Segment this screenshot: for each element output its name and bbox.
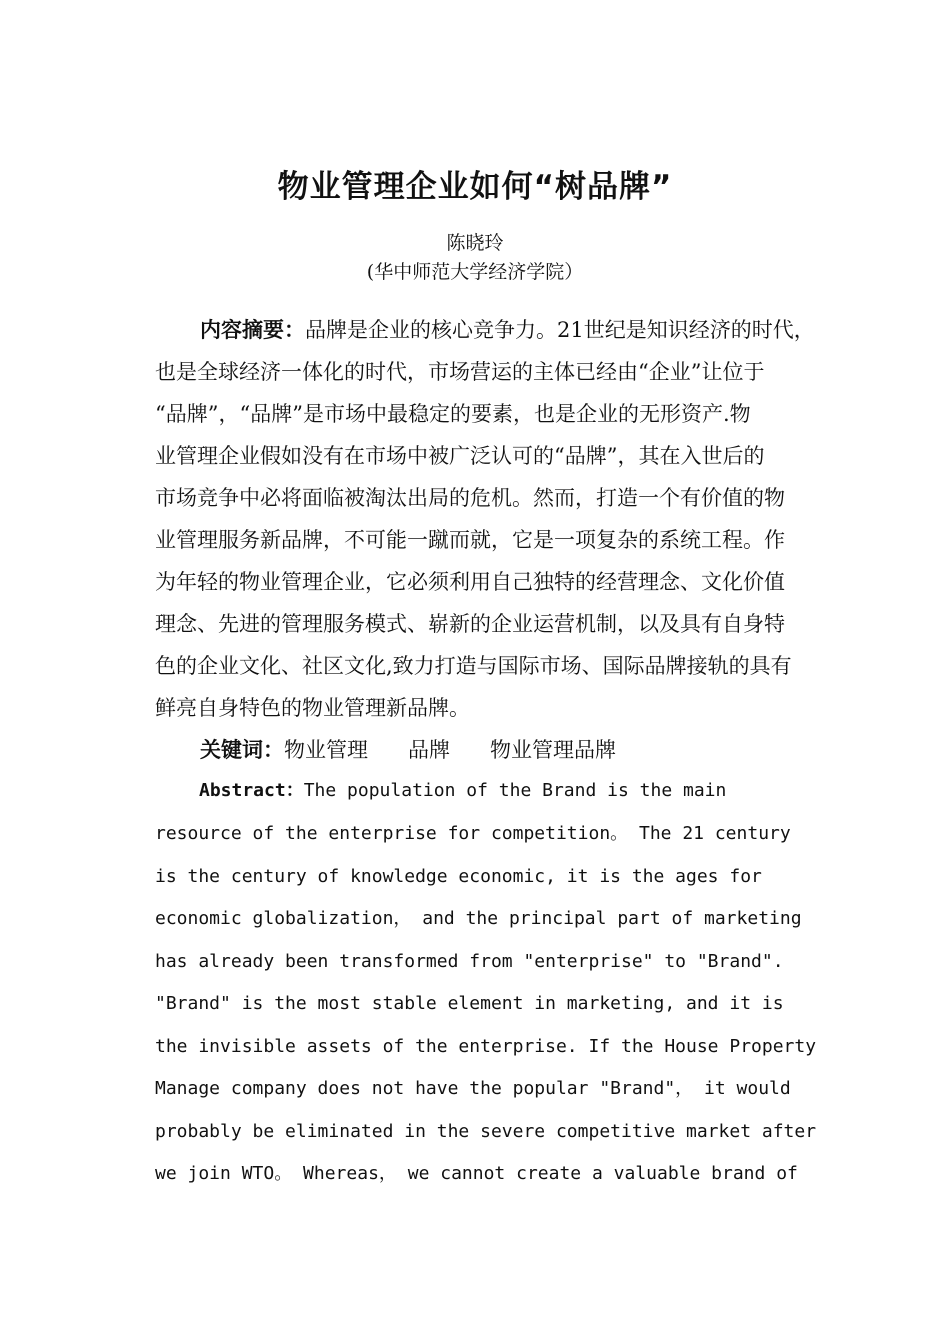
abstract-zh-line: [200, 309, 880, 351]
abstract-zh-line: 市场竞争中必将面临被淘汰出局的危机。然而，打造一个有价值的物: [155, 486, 785, 510]
abstract-zh-line: 理念、先进的管理服务模式、崭新的企业运营机制，以及具有自身特: [155, 612, 785, 636]
abstract-zh-line: 业管理服务新品牌，不可能一蹴而就，它是一项复杂的系统工程。作: [155, 528, 785, 552]
abstract-en-line: "Brand" is the most stable element in marketing, and it is: [155, 993, 784, 1014]
abstract-en-line: [199, 770, 889, 812]
abstract-zh-line: 为年轻的物业管理企业，它必须利用自己独特的经营理念、文化价值: [155, 570, 785, 594]
keyword: 物业管理: [284, 738, 368, 762]
abstract-en-line: resource of the enterprise for competition。 The 21 century: [155, 823, 791, 844]
abstract-zh-text: 品牌是企业的核心竞争力。21世纪是知识经济的时代，: [305, 318, 815, 342]
abstract-zh-line: 业管理企业假如没有在市场中被广泛认可的“品牌”，其在入世后的: [155, 444, 765, 468]
keywords-label: 关键词：: [200, 738, 284, 762]
keywords-line: [200, 729, 880, 771]
author-name: 陈晓玲: [446, 232, 504, 254]
abstract-en-line: is the century of knowledge economic, it is the ages for: [155, 866, 762, 887]
keyword: 品牌: [408, 738, 450, 762]
abstract-zh-line: 也是全球经济一体化的时代，市场营运的主体已经由“企业”让位于: [155, 360, 765, 384]
abstract-zh-label: 内容摘要：: [200, 318, 305, 342]
abstract-en-line: economic globalization， and the principal part of marketing: [155, 908, 802, 929]
abstract-en-line: probably be eliminated in the severe competitive market after: [155, 1121, 817, 1142]
abstract-en-label: Abstract：: [199, 780, 304, 801]
keyword: 物业管理品牌: [490, 738, 616, 762]
author-affiliation: (华中师范大学经济学院）: [366, 261, 584, 283]
abstract-en-line: the invisible assets of the enterprise. If the House Property: [155, 1036, 817, 1057]
abstract-en-line: Manage company does not have the popular "Brand"， it would: [155, 1078, 791, 1099]
abstract-en-line: we join WTO。 Whereas， we cannot create a valuable brand of: [155, 1163, 798, 1184]
abstract-en-text: The population of the Brand is the main: [303, 780, 727, 801]
abstract-zh-line: 鲜亮自身特色的物业管理新品牌。: [155, 696, 470, 720]
abstract-zh-line: 色的企业文化、社区文化,致力打造与国际市场、国际品牌接轨的具有: [155, 654, 792, 678]
abstract-zh-line: “品牌”，“品牌”是市场中最稳定的要素，也是企业的无形资产.物: [155, 402, 751, 426]
paper-title: 物业管理企业如何“树品牌”: [277, 169, 673, 205]
abstract-en-line: has already been transformed from "enterprise" to "Brand".: [155, 951, 784, 972]
